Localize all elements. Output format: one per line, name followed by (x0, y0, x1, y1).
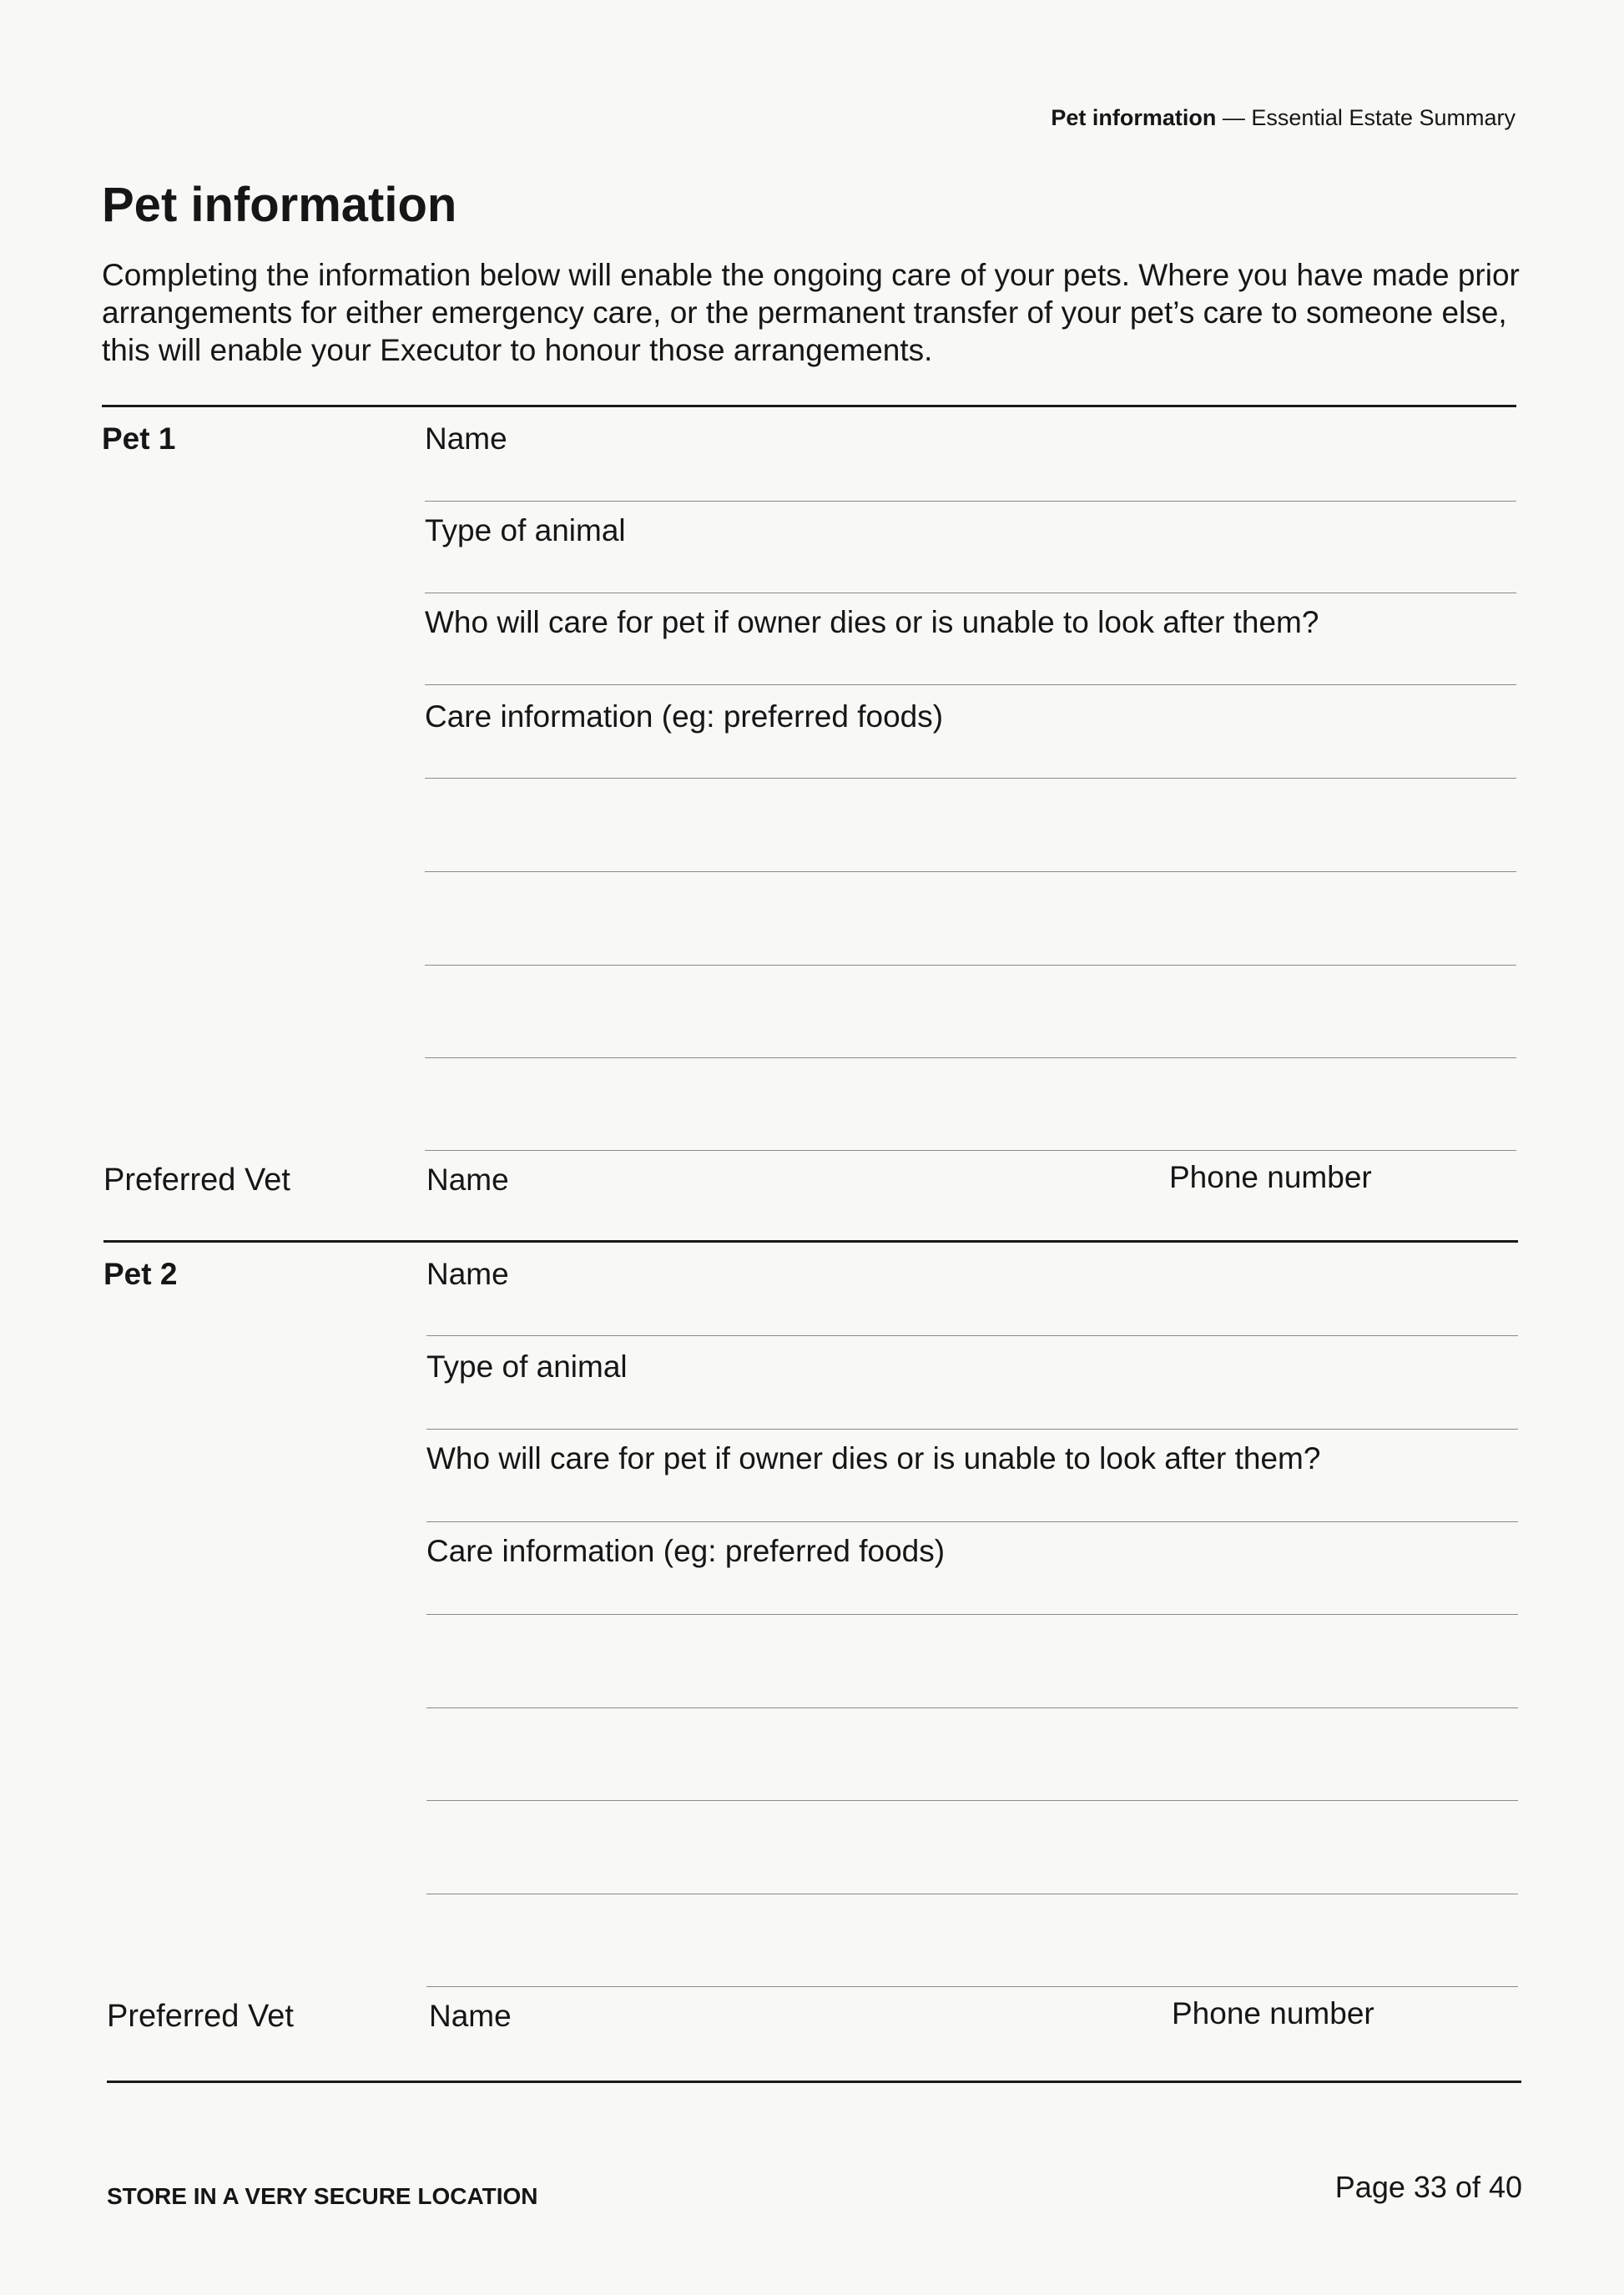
pet-2-carer-label: Who will care for pet if owner dies or is unable to look after them? (426, 1441, 1321, 1475)
pet-1-care-info-line[interactable] (425, 1150, 1516, 1151)
pet-2-type-label: Type of animal (426, 1349, 628, 1384)
pet-2-care-info-line[interactable] (426, 1614, 1518, 1615)
pet-2-care-info-line[interactable] (426, 1800, 1518, 1801)
pet-2-label: Pet 2 (103, 1257, 178, 1291)
pet-1-care-info-line[interactable] (425, 1057, 1516, 1058)
pet-1-carer-line[interactable] (425, 684, 1516, 685)
pet-2-care-info-line[interactable] (426, 1707, 1518, 1708)
pet-1-care-info-line[interactable] (425, 965, 1516, 966)
pet-2-care-info-label: Care information (eg: preferred foods) (426, 1534, 946, 1568)
pet-2-vet-label: Preferred Vet (107, 1999, 294, 2034)
intro-paragraph: Completing the information below will enable the ongoing care of your pets. Where you have made prior arrangements for either emergency care, or the permanent transfer of your pet’s care to someone else, this will enable your Executor to honour those arrangements. (102, 258, 1520, 367)
pet-2-carer-line[interactable] (426, 1521, 1518, 1522)
pet-1-vet-phone-label: Phone number (1169, 1160, 1372, 1194)
pet-2-vet-phone-label: Phone number (1172, 1996, 1374, 2030)
footer-notice: STORE IN A VERY SECURE LOCATION (107, 2183, 538, 2209)
pet-1-vet-name-label: Name (426, 1163, 509, 1197)
pet-2-name-line[interactable] (426, 1335, 1518, 1336)
pet-2-care-info-line[interactable] (426, 1986, 1518, 1987)
pet-2-vet-name-label: Name (429, 1999, 512, 2033)
pet-2-name-label: Name (426, 1257, 509, 1291)
section-divider (103, 1240, 1518, 1243)
pet-2-type-line[interactable] (426, 1429, 1518, 1430)
page-title: Pet information (102, 178, 457, 232)
section-divider (107, 2081, 1521, 2083)
running-header-section: Pet information (1051, 105, 1217, 130)
pet-1-label: Pet 1 (102, 421, 176, 456)
pet-1-care-info-line[interactable] (425, 871, 1516, 872)
running-header-document: Essential Estate Summary (1251, 105, 1516, 130)
pet-1-care-info-line[interactable] (425, 778, 1516, 779)
section-divider (102, 405, 1516, 407)
pet-1-type-label: Type of animal (425, 513, 626, 547)
running-header (1051, 105, 1516, 131)
pet-1-vet-label: Preferred Vet (103, 1163, 290, 1198)
running-header-separator: — (1216, 105, 1252, 130)
pet-1-name-line[interactable] (425, 501, 1516, 502)
page-number: Page 33 of 40 (1334, 2170, 1522, 2204)
pet-1-care-info-label: Care information (eg: preferred foods) (425, 699, 944, 734)
pet-1-name-label: Name (425, 421, 507, 456)
pet-1-carer-label: Who will care for pet if owner dies or is unable to look after them? (425, 605, 1319, 639)
